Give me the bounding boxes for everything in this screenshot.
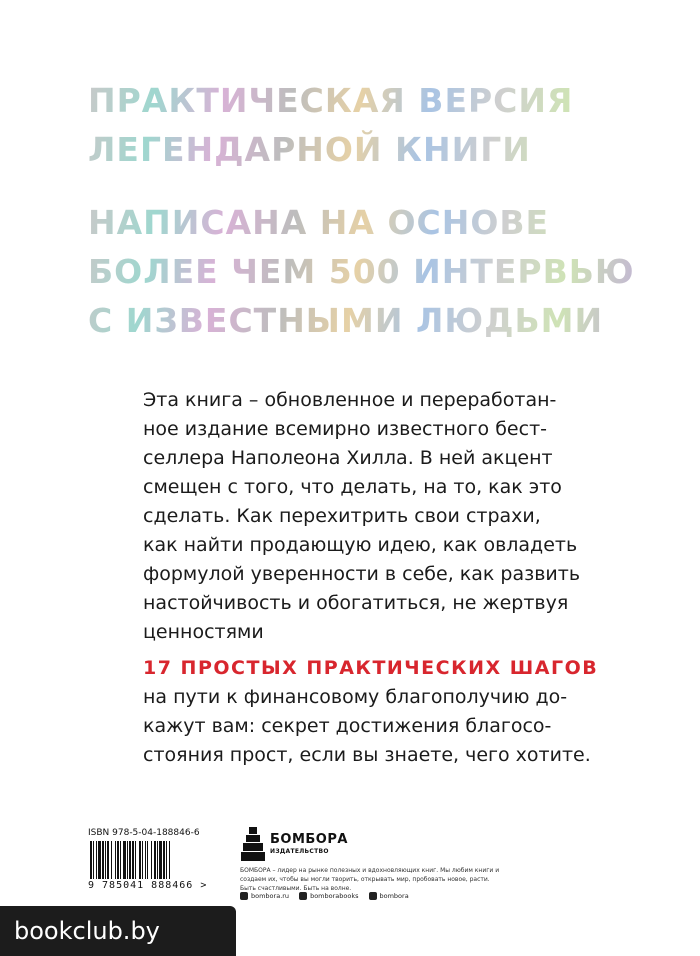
headline-interviews xyxy=(88,198,648,345)
social-item-site xyxy=(240,892,289,900)
social-label: bombora.ru xyxy=(251,892,290,900)
publisher-subtitle: ИЗДАТЕЛЬСТВО xyxy=(270,848,329,855)
description-line: селлера Наполеона Хилла. В ней акцент xyxy=(143,447,553,469)
steps-line: стояния прост, если вы знаете, чего хотите. xyxy=(143,744,591,766)
description-line: сделать. Как перехитрить свои страхи, xyxy=(143,505,541,527)
publisher-tagline: БОМБОРА – лидер на рынке полезных и вдохновляющих книг. Мы любим книги и создаем их, чтобы вы могли творить, открывать мир, пробовать новое, расти. Быть счастливыми. Быть на волне. xyxy=(240,867,500,892)
youtube-icon xyxy=(369,892,377,900)
social-label: bombora xyxy=(379,892,409,900)
isbn-label: ISBN 978-5-04-188846-6 xyxy=(88,828,200,838)
steps-line: на пути к финансовому благополучию до- xyxy=(143,686,568,708)
headline-line: ЛЕГЕНДАРНОЙ КНИГИ xyxy=(88,130,531,169)
barcode-digits: 9 785041 888466 > xyxy=(88,880,208,891)
social-links xyxy=(240,892,409,900)
site-watermark: bookclub.by xyxy=(0,906,236,956)
description-line: как найти продающую идею, как овладеть xyxy=(143,534,578,556)
headline-line: БОЛЕЕ ЧЕМ 500 ИНТЕРВЬЮ xyxy=(88,252,635,291)
barcode-block xyxy=(88,828,218,898)
steps-line: кажут вам: секрет достижения благосо- xyxy=(143,715,552,737)
headline-line: НАПИСАНА НА ОСНОВЕ xyxy=(88,203,550,242)
description-line: настойчивость и обогатиться, не жертвуя xyxy=(143,592,569,614)
vk-icon xyxy=(299,892,307,900)
description-line: ное издание всемирно известного бест- xyxy=(143,418,547,440)
headline-line: С ИЗВЕСТНЫМИ ЛЮДЬМИ xyxy=(88,301,604,340)
bombora-logo-icon xyxy=(240,826,266,862)
instagram-icon xyxy=(240,892,248,900)
publisher-block xyxy=(240,826,500,916)
description-line: Эта книга – обновленное и переработан- xyxy=(143,389,557,411)
book-description xyxy=(143,386,616,647)
social-label: bomborabooks xyxy=(310,892,359,900)
description-line: ценностями xyxy=(143,621,264,643)
barcode-icon xyxy=(88,841,216,879)
description-line: смещен с того, что делать, на то, как это xyxy=(143,476,562,498)
social-item-books xyxy=(299,892,358,900)
description-line: формулой уверенности в себе, как развить xyxy=(143,563,581,585)
headline-practical-version xyxy=(88,76,648,174)
social-item-bombora xyxy=(369,892,409,900)
steps-title: 17 ПРОСТЫХ ПРАКТИЧЕСКИХ ШАГОВ xyxy=(143,657,599,679)
steps-block xyxy=(143,654,616,770)
headline-line: ПРАКТИЧЕСКАЯ ВЕРСИЯ xyxy=(88,81,574,120)
publisher-name: БОМБОРА xyxy=(270,832,348,847)
